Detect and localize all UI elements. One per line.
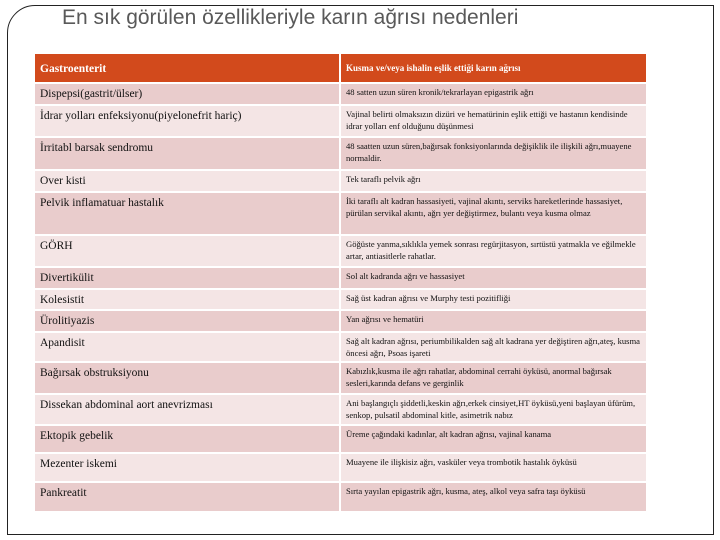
feature-cell: Muayene ile ilişkisiz ağrı, vasküler veya trombotik hastalık öyküsü (339, 454, 646, 481)
cause-cell: Dissekan abdominal aort anevrizması (35, 395, 339, 424)
table-row (35, 171, 646, 191)
feature-cell: Üreme çağındaki kadınlar, alt kadran ağrısı, vajinal kanama (339, 426, 646, 452)
table-row (35, 138, 646, 169)
table-row (35, 193, 646, 234)
cause-cell: Ürolitiyazis (35, 311, 339, 331)
feature-cell: Kabızlık,kusma ile ağrı rahatlar, abdominal cerrahi öyküsü, anormal bağırsak sesleri,karında defans ve gerginlik (339, 363, 646, 393)
table-row (35, 363, 646, 393)
table-row (35, 454, 646, 481)
cause-cell: Apandisit (35, 333, 339, 361)
feature-cell: Sırta yayılan epigastrik ağrı, kusma, ateş, alkol veya safra taşı öyküsü (339, 483, 646, 511)
table-row (35, 483, 646, 511)
cause-cell: Dispepsi(gastrit/ülser) (35, 84, 339, 104)
table-row (35, 311, 646, 331)
feature-cell: Vajinal belirti olmaksızın dizüri ve hematürinin eşlik ettiği ve hastanın kendisinde idrar yolları enf olduğunu düşünmesi (339, 106, 646, 136)
feature-cell: Tek taraflı pelvik ağrı (339, 171, 646, 191)
feature-cell: Sağ üst kadran ağrısı ve Murphy testi pozitifliği (339, 290, 646, 309)
cause-cell: Mezenter iskemi (35, 454, 339, 481)
header-cause: Gastroenterit (35, 54, 339, 82)
feature-cell: Ani başlangıçlı şiddetli,keskin ağrı,erkek cinsiyet,HT öyküsü,yeni başlayan üfürüm, senkop, pulsatil abdominal kitle, asimetrik nabız (339, 395, 646, 424)
cause-cell: İdrar yolları enfeksiyonu(piyelonefrit hariç) (35, 106, 339, 136)
table-row (35, 84, 646, 104)
cause-cell: GÖRH (35, 236, 339, 266)
cause-cell: Ektopik gebelik (35, 426, 339, 452)
table-row (35, 426, 646, 452)
table-row (35, 106, 646, 136)
cause-cell: Divertikülit (35, 268, 339, 288)
feature-cell: İki taraflı alt kadran hassasiyeti, vajinal akıntı, serviks hareketlerinde hassasiyet, pürülan servikal akıntı, ağrı yer değiştirmez, bulantı veya kusma olmaz (339, 193, 646, 234)
causes-table (35, 52, 646, 513)
cause-cell: Pelvik inflamatuar hastalık (35, 193, 339, 234)
feature-cell: Göğüste yanma,sıklıkla yemek sonrası regürjitasyon, sırtüstü yatmakla ve eğilmekle artar, antiasitlerle rahatlar. (339, 236, 646, 266)
cause-cell: İrritabl barsak sendromu (35, 138, 339, 169)
cause-cell: Pankreatit (35, 483, 339, 511)
table-header-row (35, 54, 646, 82)
feature-cell: Yan ağrısı ve hematüri (339, 311, 646, 331)
table-row (35, 290, 646, 309)
table-row (35, 236, 646, 266)
cause-cell: Over kisti (35, 171, 339, 191)
feature-cell: Sağ alt kadran ağrısı, periumbilikalden sağ alt kadrana yer değiştiren ağrı,ateş, kusma öncesi ağrı, Psoas işareti (339, 333, 646, 361)
feature-cell: 48 satten uzun süren kronik/tekrarlayan epigastrik ağrı (339, 84, 646, 104)
table-row (35, 333, 646, 361)
cause-cell: Kolesistit (35, 290, 339, 309)
header-feature: Kusma ve/veya ishalin eşlik ettiği karın ağrısı (339, 54, 646, 82)
slide-title: En sık görülen özellikleriyle karın ağrısı nedenleri (62, 6, 519, 29)
feature-cell: Sol alt kadranda ağrı ve hassasiyet (339, 268, 646, 288)
feature-cell: 48 saatten uzun süren,bağırsak fonksiyonlarında değişiklik ile ilişkili ağrı,muayene normaldir. (339, 138, 646, 169)
table-row (35, 395, 646, 424)
cause-cell: Bağırsak obstruksiyonu (35, 363, 339, 393)
table-row (35, 268, 646, 288)
